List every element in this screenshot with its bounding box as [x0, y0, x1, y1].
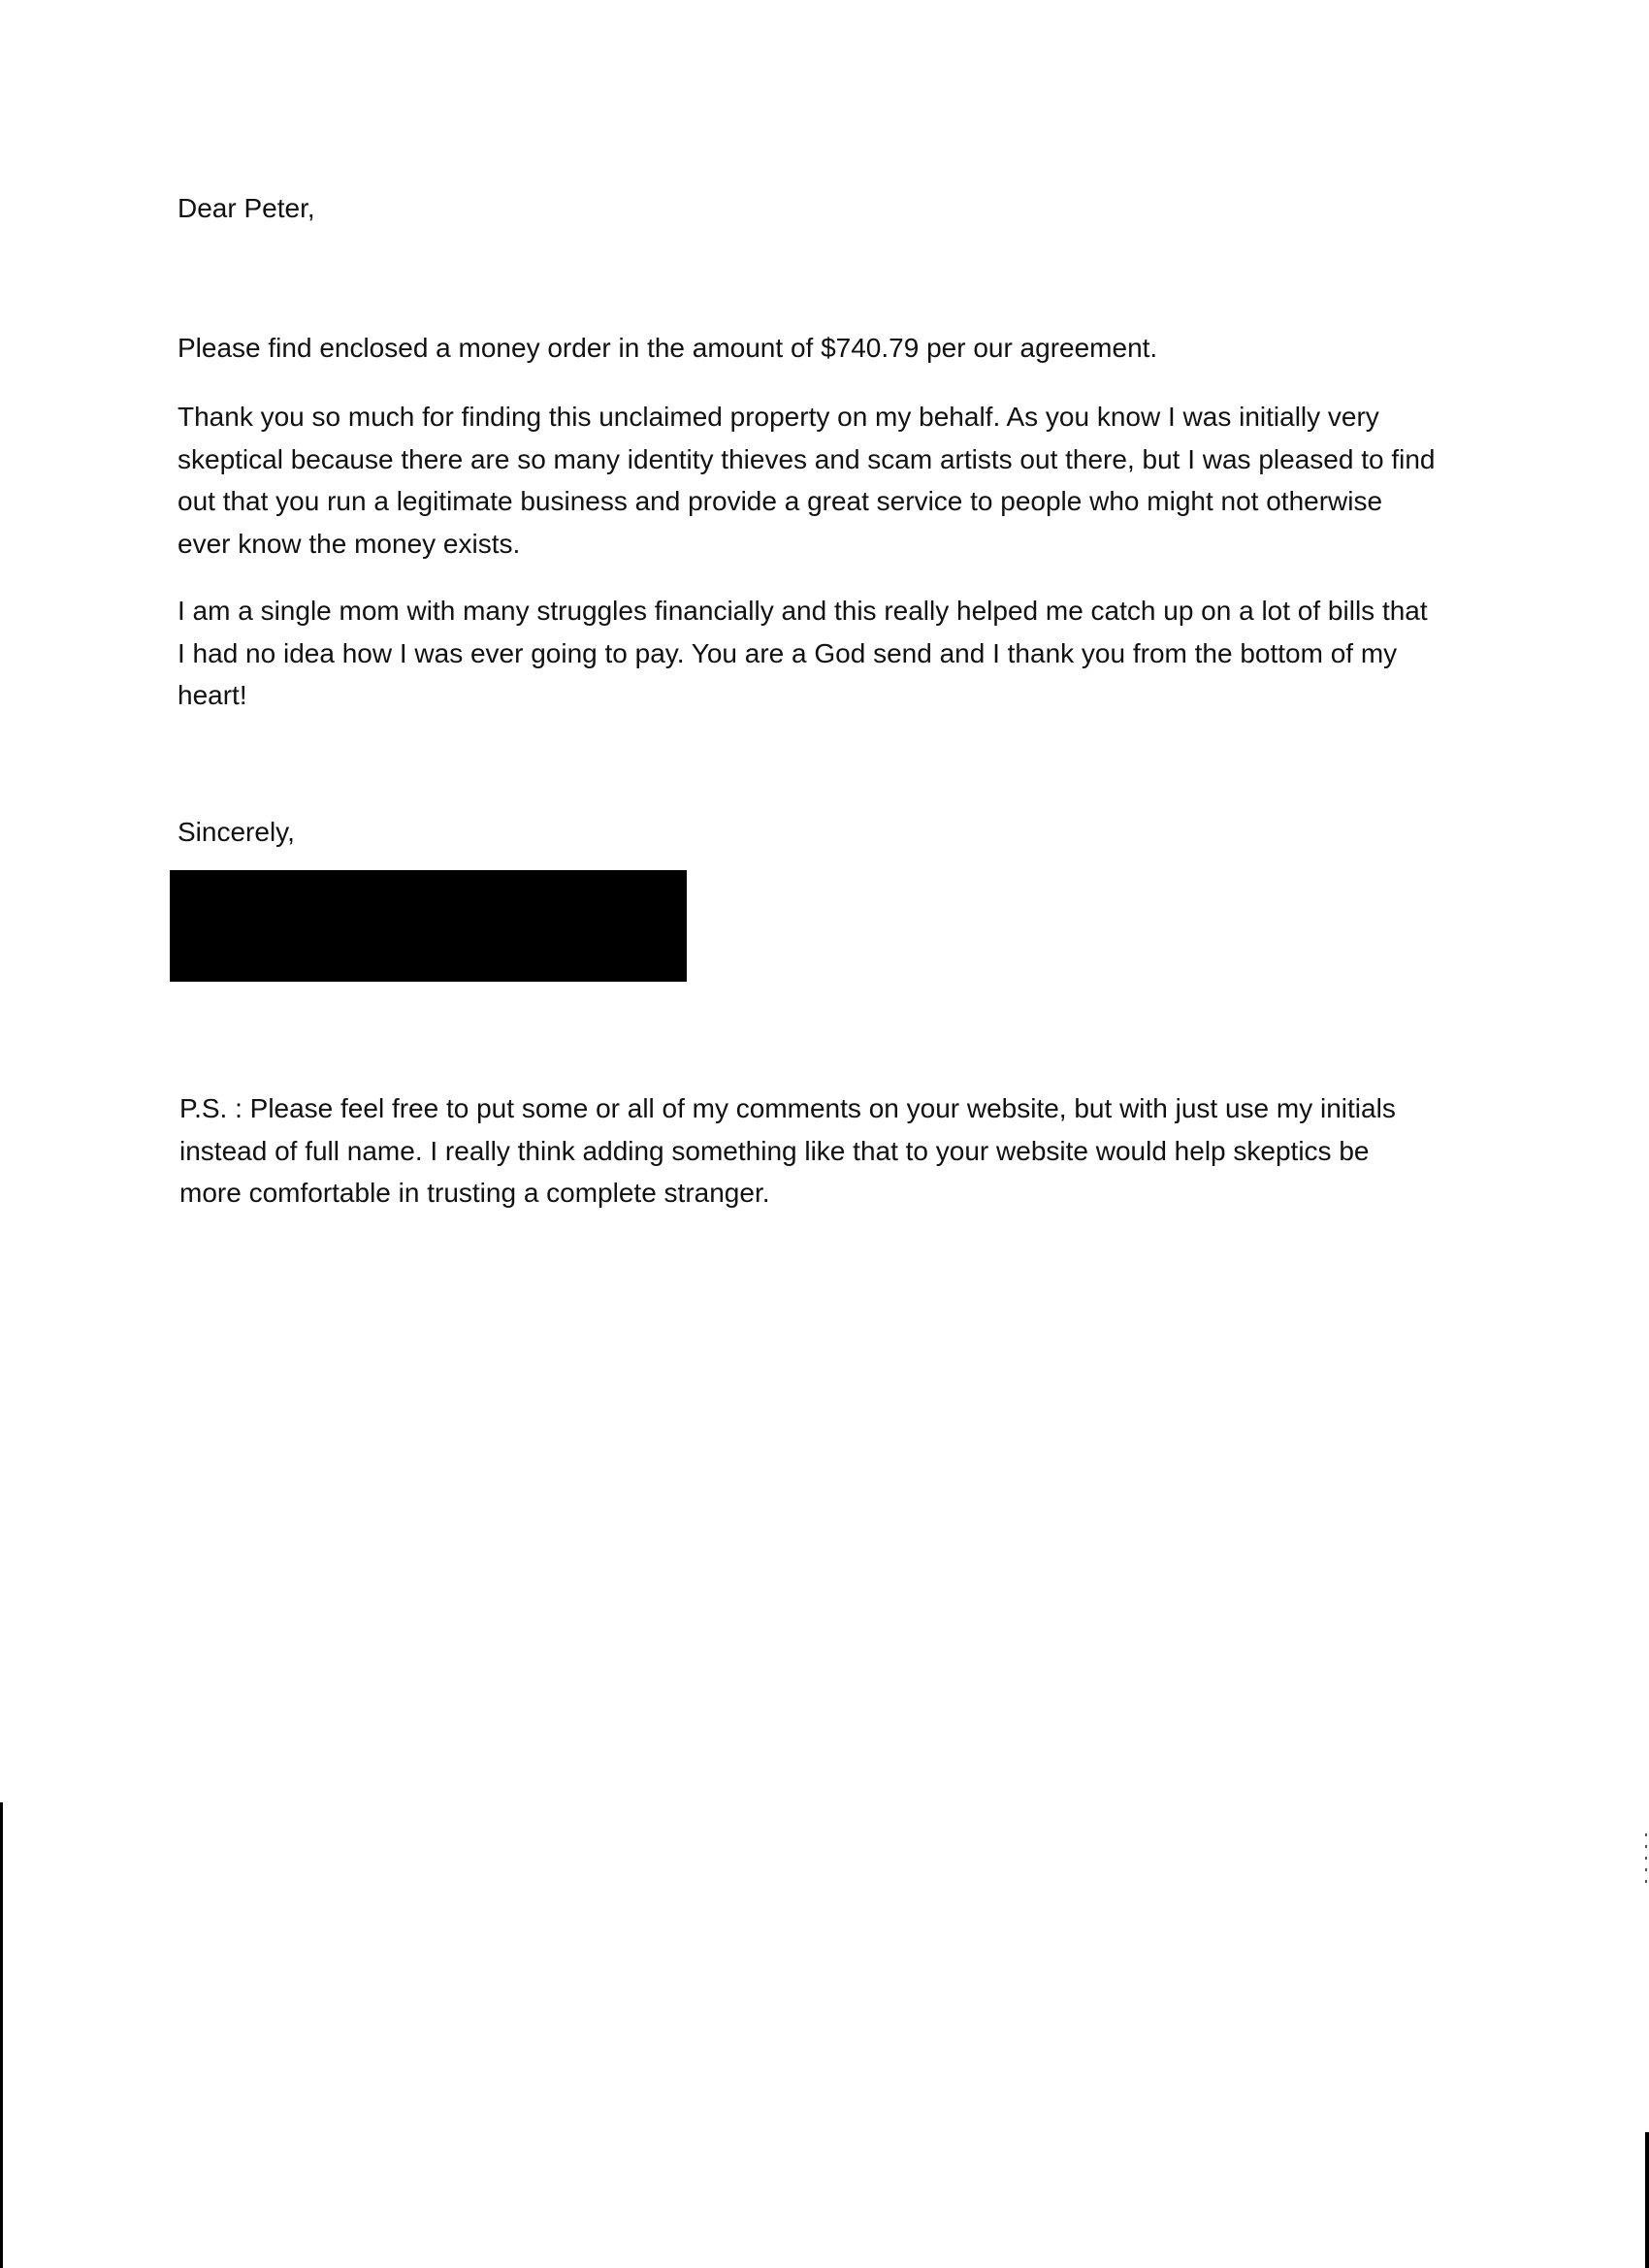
- scan-edge-right: [1645, 2132, 1649, 2268]
- redacted-signature: [170, 870, 687, 982]
- paragraph-thanks: [178, 396, 1468, 565]
- paragraph-money-order: Please find enclosed a money order in the amount of $740.79 per our agreement.: [178, 333, 1158, 363]
- paragraph-line: I am a single mom with many struggles financially and this really helped me catch up on a lot of bills that: [178, 596, 1428, 626]
- postscript: [179, 1087, 1470, 1215]
- postscript-line: instead of full name. I really think adding something like that to your website would help skeptics be: [179, 1135, 1370, 1166]
- paragraph-line: I had no idea how I was ever going to pay. You are a God send and I thank you from the bottom of my: [178, 637, 1398, 668]
- paragraph-line: ever know the money exists.: [178, 528, 521, 559]
- greeting: Dear Peter,: [178, 193, 315, 223]
- paragraph-line: heart!: [178, 680, 247, 710]
- postscript-line: more comfortable in trusting a complete stranger.: [179, 1178, 770, 1208]
- closing: Sincerely,: [178, 817, 295, 847]
- paragraph-line: Thank you so much for finding this unclaimed property on my behalf. As you know I was initially very: [178, 402, 1379, 432]
- paragraph-single-mom: [178, 590, 1468, 717]
- scan-edge-left: [0, 1802, 3, 2268]
- paragraph-line: skeptical because there are so many identity thieves and scam artists out there, but I was pleased to find: [178, 443, 1436, 474]
- paragraph-line: out that you run a legitimate business and provide a great service to people who might not otherwise: [178, 486, 1383, 516]
- scan-edge-right-marks: [1645, 1833, 1647, 1892]
- postscript-line: P.S. : Please feel free to put some or all of my comments on your website, but with just use my initials: [179, 1093, 1396, 1123]
